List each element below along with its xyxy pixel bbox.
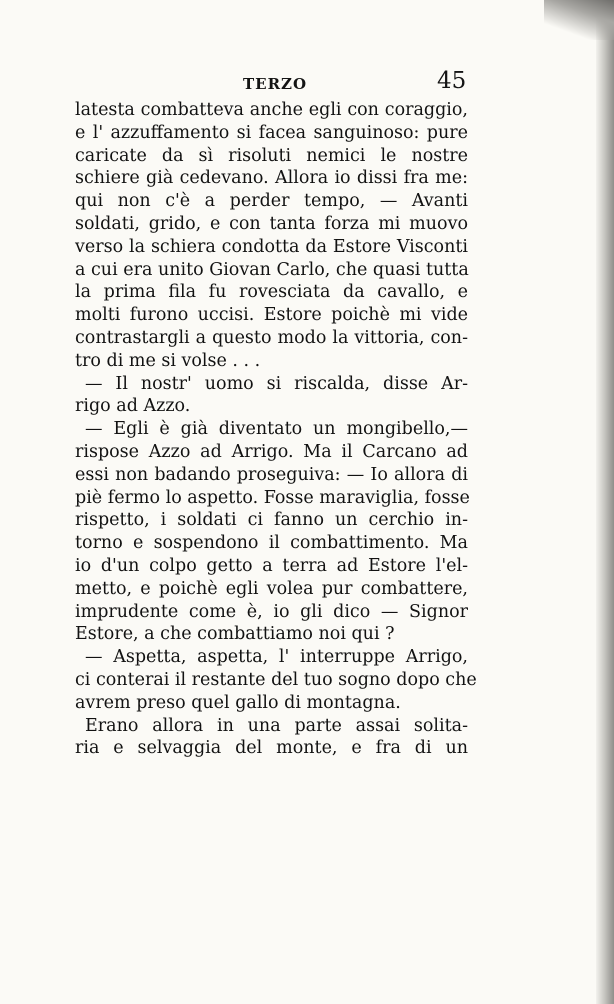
text-line: — Il nostr' uomo si riscalda, disse Ar-	[85, 373, 468, 394]
body-text	[75, 99, 477, 760]
text-line: — Aspetta, aspetta, l' interruppe Arrigo,	[85, 647, 468, 668]
text-line: ria e selvaggia del monte, e fra di un	[75, 738, 468, 759]
text-line: essi non badando proseguiva: — Io allora di	[75, 464, 468, 485]
running-head-title: TERZO	[243, 75, 308, 93]
text-line: soldati, grido, e con tanta forza mi muovo	[75, 213, 468, 234]
text-line: la prima fila fu rovesciata da cavallo, e	[75, 282, 468, 303]
text-line: metto, e poichè egli volea pur combattere,	[75, 578, 468, 599]
text-line: io d'un colpo getto a terra ad Estore l'el-	[75, 555, 468, 576]
paragraph	[75, 715, 468, 761]
paragraph	[75, 646, 477, 714]
text-line: qui non c'è a perder tempo, — Avanti	[75, 191, 468, 212]
running-head	[0, 68, 614, 97]
text-line: tro di me si volse . . .	[75, 350, 261, 371]
paragraph	[75, 373, 468, 419]
text-line: Erano allora in una parte assai solita-	[85, 715, 468, 736]
text-line: caricate da sì risoluti nemici le nostre	[75, 145, 468, 166]
text-line: torno e sospendono il combattimento. Ma	[75, 533, 468, 554]
page-number: 45	[437, 68, 467, 94]
text-line: verso la schiera condotta da Estore Visconti	[75, 236, 468, 257]
paragraph	[75, 99, 468, 373]
text-line: avrem preso quel gallo di montagna.	[75, 692, 401, 713]
text-line: — Egli è già diventato un mongibello,—	[85, 419, 468, 440]
text-line: ci conterai il restante del tuo sogno dopo che	[75, 669, 477, 690]
paragraph	[75, 418, 468, 646]
text-line: schiere già cedevano. Allora io dissi fra me:	[75, 168, 468, 189]
text-line: e l' azzuffamento si facea sanguinoso: pure	[75, 122, 468, 143]
page-corner-shadow	[544, 0, 614, 40]
text-line: rigo ad Azzo.	[75, 396, 191, 417]
text-line: latesta combatteva anche egli con coraggio,	[75, 100, 468, 120]
text-line: a cui era unito Giovan Carlo, che quasi tutta	[75, 259, 469, 280]
text-line: imprudente come è, io gli dico — Signor	[75, 601, 468, 622]
page-edge-shadow	[596, 0, 614, 1004]
text-line: rispetto, i soldati ci fanno un cerchio in-	[75, 510, 468, 531]
text-line: Estore, a che combattiamo noi qui ?	[75, 624, 395, 645]
text-line: contrastargli a questo modo la vittoria, con-	[75, 327, 468, 348]
text-line: molti furono uccisi. Estore poichè mi vide	[75, 305, 468, 326]
text-line: piè fermo lo aspetto. Fosse maraviglia, fosse	[75, 487, 470, 508]
text-line: rispose Azzo ad Arrigo. Ma il Carcano ad	[75, 441, 468, 462]
